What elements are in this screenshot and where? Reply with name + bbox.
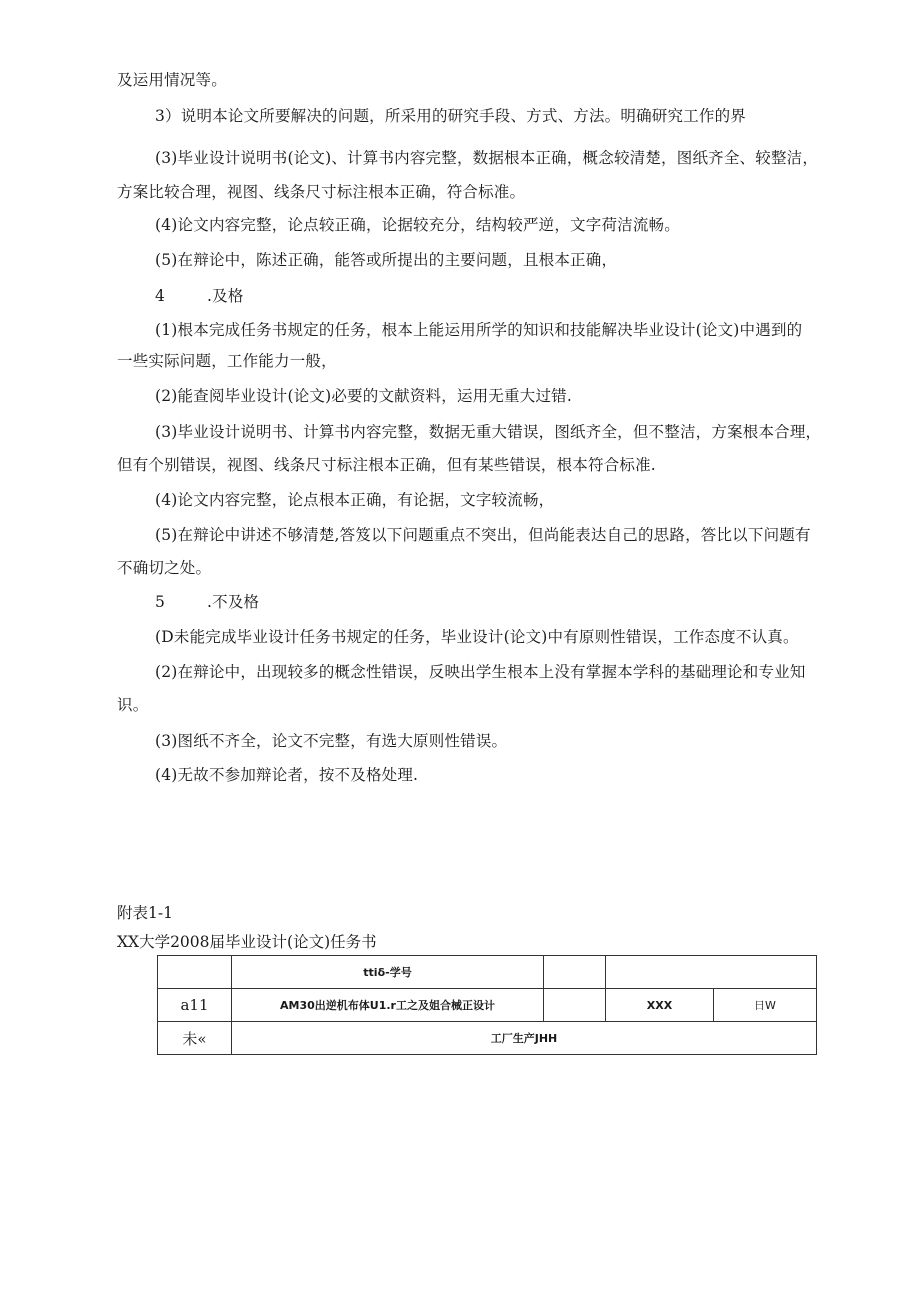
paragraph: (3)毕业设计说明书(论文)、计算书内容完整，数据根本正确，概念较清楚，图纸齐全、较整洁， [155, 149, 819, 167]
paragraph: (2)在辩论中，出现较多的概念性错误，反映出学生根本上没有掌握本学科的基础理论和专业知 [155, 663, 806, 681]
table-cell-header: ttiδ-学号 [232, 956, 544, 989]
table-cell-side-label: a11 [158, 989, 232, 1022]
paragraph: 一些实际问题，工作能力一般， [117, 352, 337, 370]
table-cell-empty [158, 956, 232, 989]
grade-number: 4 [155, 287, 166, 305]
paragraph: (4)论文内容完整，论点较正确，论据较充分，结构较严逆，文字荷洁流畅。 [155, 216, 680, 234]
paragraph: 及运用情况等。 [117, 71, 227, 89]
paragraph: 识。 [117, 696, 149, 714]
table-row [158, 989, 817, 1022]
table-cell-empty [544, 956, 606, 989]
paragraph: (3)图纸不齐全，论文不完整，有选大原则性错误。 [155, 732, 508, 750]
paragraph: 但有个别错误，视图、线条尺寸标注根本正确，但有某些错误，根本符合标准. [117, 456, 656, 474]
paragraph: 不确切之处。 [117, 559, 212, 577]
table-cell-empty [544, 989, 606, 1022]
table-cell-name: XXX [606, 989, 714, 1022]
table-cell-content: 工厂生产JHH [232, 1022, 817, 1055]
paragraph: 3）说明本论文所要解决的问题，所采用的研究手段、方式、方法。明确研究工作的界 [155, 107, 746, 125]
grade-number: 5 [155, 593, 166, 611]
table-cell-topic: AM30出逆机布体U1.r工之及姐合械正设计 [232, 989, 544, 1022]
appendix-label: 附表1-1 [117, 904, 173, 922]
appendix-title: XX大学2008届毕业设计(论文)任务书 [117, 933, 377, 951]
grade-heading-fail [155, 592, 259, 612]
paragraph: (5)在辩论中，陈述正确，能答或所提出的主要问题，且根本正确， [155, 251, 618, 269]
grade-label: .不及格 [207, 593, 260, 611]
paragraph: (4)论文内容完整，论点根本正确，有论据，文字较流畅， [155, 491, 555, 509]
paragraph: (4)无故不参加辩论者，按不及格处理. [155, 766, 419, 784]
table-cell-date: 日W [714, 989, 817, 1022]
paragraph: (5)在辩论中讲述不够清楚,答笈以下问题重点不突出，但尚能表达自己的思路，答比以下问题有 [155, 526, 811, 544]
table-cell-side-label: 未« [158, 1022, 232, 1055]
table-row [158, 1022, 817, 1055]
table-cell-empty [606, 956, 817, 989]
paragraph: (2)能查阅毕业设计(论文)必要的文献资料，运用无重大过错. [155, 387, 572, 405]
grade-label: .及格 [207, 287, 244, 305]
paragraph: (1)根本完成任务书规定的任务，根本上能运用所学的知识和技能解决毕业设计(论文)中遇到的 [155, 321, 803, 339]
grade-heading-pass [155, 286, 244, 306]
paragraph: (D未能完成毕业设计任务书规定的任务，毕业设计(论文)中有原则性错误，工作态度不认真。 [155, 628, 799, 646]
paragraph: (3)毕业设计说明书、计算书内容完整，数据无重大错误，图纸齐全，但不整洁，方案根本合理， [155, 423, 822, 441]
task-table [157, 955, 817, 1055]
table-row [158, 956, 817, 989]
paragraph: 方案比较合理，视图、线条尺寸标注根本正确，符合标准。 [117, 183, 526, 201]
